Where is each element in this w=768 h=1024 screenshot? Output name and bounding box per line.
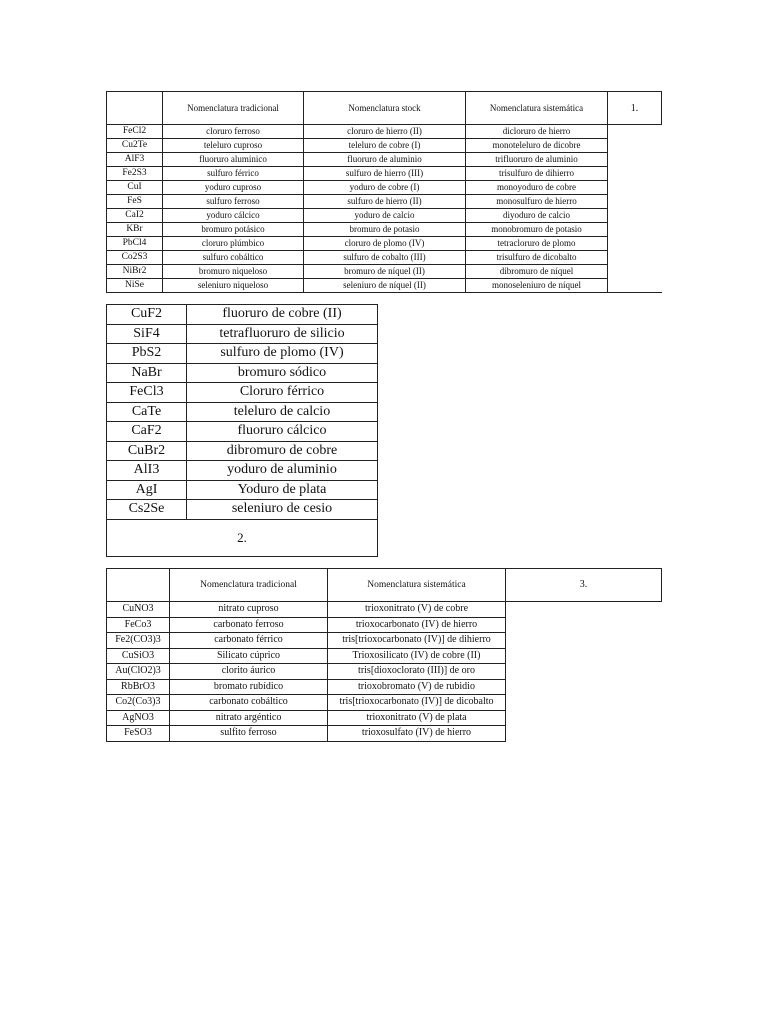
systematic-cell: trisulfuro de dicobalto bbox=[466, 251, 608, 265]
traditional-cell: sulfuro férrico bbox=[163, 167, 304, 181]
traditional-cell: sulfuro cobáltico bbox=[163, 251, 304, 265]
traditional-cell: nitrato cuproso bbox=[170, 602, 328, 618]
name-cell: fluoruro cálcico bbox=[187, 422, 378, 442]
header-cell-traditional: Nomenclatura tradicional bbox=[163, 92, 304, 125]
traditional-cell: teleluro cuproso bbox=[163, 139, 304, 153]
table-row bbox=[107, 679, 662, 695]
table-row bbox=[107, 223, 662, 237]
stock-cell: sulfuro de hierro (III) bbox=[304, 167, 466, 181]
formula-cell: FeCl2 bbox=[107, 125, 163, 139]
traditional-cell: cloruro plúmbico bbox=[163, 237, 304, 251]
table-3 bbox=[106, 568, 662, 742]
traditional-cell: seleniuro niqueloso bbox=[163, 279, 304, 293]
table-row bbox=[107, 461, 378, 481]
traditional-cell: Silicato cúprico bbox=[170, 648, 328, 664]
stock-cell: sulfuro de cobalto (III) bbox=[304, 251, 466, 265]
table-row bbox=[107, 305, 378, 325]
traditional-cell: sulfuro ferroso bbox=[163, 195, 304, 209]
name-cell: dibromuro de cobre bbox=[187, 441, 378, 461]
stock-cell: fluoruro de aluminio bbox=[304, 153, 466, 167]
stock-cell: bromuro de potasio bbox=[304, 223, 466, 237]
header-cell-blank bbox=[107, 92, 163, 125]
table-row bbox=[107, 664, 662, 680]
name-cell: fluoruro de cobre (II) bbox=[187, 305, 378, 325]
table-row bbox=[107, 726, 662, 742]
formula-cell: CaF2 bbox=[107, 422, 187, 442]
formula-cell: CaTe bbox=[107, 402, 187, 422]
formula-cell: Co2S3 bbox=[107, 251, 163, 265]
formula-cell: AgI bbox=[107, 480, 187, 500]
traditional-cell: bromuro potásico bbox=[163, 223, 304, 237]
table-row bbox=[107, 633, 662, 649]
formula-cell: AlF3 bbox=[107, 153, 163, 167]
systematic-cell: tris[trioxocarbonato (IV)] de dicobalto bbox=[328, 695, 506, 711]
table-1-header-row bbox=[107, 92, 662, 125]
systematic-cell: monoyoduro de cobre bbox=[466, 181, 608, 195]
name-cell: sulfuro de plomo (IV) bbox=[187, 344, 378, 364]
name-cell: Cloruro férrico bbox=[187, 383, 378, 403]
formula-cell: Co2(Co3)3 bbox=[107, 695, 170, 711]
traditional-cell: carbonato cobáltico bbox=[170, 695, 328, 711]
stock-cell: teleluro de cobre (I) bbox=[304, 139, 466, 153]
formula-cell: CuSiO3 bbox=[107, 648, 170, 664]
traditional-cell: yoduro cuproso bbox=[163, 181, 304, 195]
formula-cell: FeSO3 bbox=[107, 726, 170, 742]
traditional-cell: bromuro niqueloso bbox=[163, 265, 304, 279]
formula-cell: NaBr bbox=[107, 363, 187, 383]
formula-cell: CaI2 bbox=[107, 209, 163, 223]
systematic-cell: monosulfuro de hierro bbox=[466, 195, 608, 209]
systematic-cell: dicloruro de hierro bbox=[466, 125, 608, 139]
table-row bbox=[107, 422, 378, 442]
table-row bbox=[107, 648, 662, 664]
formula-cell: CuBr2 bbox=[107, 441, 187, 461]
table-row bbox=[107, 237, 662, 251]
table-row bbox=[107, 480, 378, 500]
name-cell: seleniuro de cesio bbox=[187, 500, 378, 520]
table-row bbox=[107, 209, 662, 223]
table-3-header-row bbox=[107, 569, 662, 602]
name-cell: bromuro sódico bbox=[187, 363, 378, 383]
table-row bbox=[107, 139, 662, 153]
formula-cell: FeCo3 bbox=[107, 617, 170, 633]
formula-cell: PbS2 bbox=[107, 344, 187, 364]
systematic-cell: dibromuro de níquel bbox=[466, 265, 608, 279]
table-row bbox=[107, 251, 662, 265]
formula-cell: AgNO3 bbox=[107, 710, 170, 726]
table-row bbox=[107, 153, 662, 167]
traditional-cell: fluoruro aluminico bbox=[163, 153, 304, 167]
table-row bbox=[107, 710, 662, 726]
table-row bbox=[107, 125, 662, 139]
formula-cell: SiF4 bbox=[107, 324, 187, 344]
table-2-number-row bbox=[107, 519, 378, 556]
formula-cell: Au(ClO2)3 bbox=[107, 664, 170, 680]
formula-cell: CuNO3 bbox=[107, 602, 170, 618]
systematic-cell: trioxonitrato (V) de plata bbox=[328, 710, 506, 726]
formula-cell: AlI3 bbox=[107, 461, 187, 481]
systematic-cell: trioxocarbonato (IV) de hierro bbox=[328, 617, 506, 633]
table-row bbox=[107, 279, 662, 293]
formula-cell: CuF2 bbox=[107, 305, 187, 325]
systematic-cell: trioxonitrato (V) de cobre bbox=[328, 602, 506, 618]
table-row bbox=[107, 695, 662, 711]
traditional-cell: carbonato ferroso bbox=[170, 617, 328, 633]
traditional-cell: nitrato argéntico bbox=[170, 710, 328, 726]
table-row bbox=[107, 265, 662, 279]
table-2 bbox=[106, 304, 378, 557]
formula-cell: Fe2(CO3)3 bbox=[107, 633, 170, 649]
formula-cell: Cu2Te bbox=[107, 139, 163, 153]
formula-cell: NiSe bbox=[107, 279, 163, 293]
name-cell: yoduro de aluminio bbox=[187, 461, 378, 481]
systematic-cell: tris[trioxocarbonato (IV)] de dihierro bbox=[328, 633, 506, 649]
header-cell-systematic: Nomenclatura sistemática bbox=[466, 92, 608, 125]
stock-cell: yoduro de calcio bbox=[304, 209, 466, 223]
header-cell-stock: Nomenclatura stock bbox=[304, 92, 466, 125]
table-2-number: 2. bbox=[107, 519, 378, 556]
traditional-cell: cloruro ferroso bbox=[163, 125, 304, 139]
traditional-cell: bromato rubídico bbox=[170, 679, 328, 695]
header-cell-blank bbox=[107, 569, 170, 602]
formula-cell: FeS bbox=[107, 195, 163, 209]
header-cell-systematic: Nomenclatura sistemática bbox=[328, 569, 506, 602]
formula-cell: CuI bbox=[107, 181, 163, 195]
stock-cell: sulfuro de hierro (II) bbox=[304, 195, 466, 209]
table-row bbox=[107, 324, 378, 344]
table-3-number: 3. bbox=[506, 569, 662, 602]
table-row bbox=[107, 441, 378, 461]
formula-cell: KBr bbox=[107, 223, 163, 237]
systematic-cell: monobromuro de potasio bbox=[466, 223, 608, 237]
systematic-cell: tetracloruro de plomo bbox=[466, 237, 608, 251]
name-cell: tetrafluoruro de silicio bbox=[187, 324, 378, 344]
systematic-cell: diyoduro de calcio bbox=[466, 209, 608, 223]
systematic-cell: tris[dioxoclorato (III)] de oro bbox=[328, 664, 506, 680]
table-row bbox=[107, 195, 662, 209]
table-row bbox=[107, 500, 378, 520]
traditional-cell: sulfito ferroso bbox=[170, 726, 328, 742]
header-cell-traditional: Nomenclatura tradicional bbox=[170, 569, 328, 602]
systematic-cell: trifluoruro de aluminio bbox=[466, 153, 608, 167]
formula-cell: Fe2S3 bbox=[107, 167, 163, 181]
formula-cell: RbBrO3 bbox=[107, 679, 170, 695]
stock-cell: bromuro de níquel (II) bbox=[304, 265, 466, 279]
stock-cell: cloruro de hierro (II) bbox=[304, 125, 466, 139]
table-row bbox=[107, 363, 378, 383]
table-1 bbox=[106, 91, 662, 293]
formula-cell: PbCl4 bbox=[107, 237, 163, 251]
name-cell: teleluro de calcio bbox=[187, 402, 378, 422]
table-row bbox=[107, 402, 378, 422]
table-row bbox=[107, 181, 662, 195]
formula-cell: FeCl3 bbox=[107, 383, 187, 403]
stock-cell: yoduro de cobre (I) bbox=[304, 181, 466, 195]
formula-cell: Cs2Se bbox=[107, 500, 187, 520]
table-row bbox=[107, 602, 662, 618]
systematic-cell: trisulfuro de dihierro bbox=[466, 167, 608, 181]
table-row bbox=[107, 383, 378, 403]
table-1-number: 1. bbox=[608, 92, 662, 125]
table-row bbox=[107, 167, 662, 181]
formula-cell: NiBr2 bbox=[107, 265, 163, 279]
systematic-cell: monoseleniuro de níquel bbox=[466, 279, 608, 293]
stock-cell: seleniuro de níquel (II) bbox=[304, 279, 466, 293]
table-row bbox=[107, 344, 378, 364]
systematic-cell: Trioxosilicato (IV) de cobre (II) bbox=[328, 648, 506, 664]
traditional-cell: clorito áurico bbox=[170, 664, 328, 680]
stock-cell: cloruro de plomo (IV) bbox=[304, 237, 466, 251]
table-row bbox=[107, 617, 662, 633]
name-cell: Yoduro de plata bbox=[187, 480, 378, 500]
systematic-cell: monoteleluro de dicobre bbox=[466, 139, 608, 153]
systematic-cell: trioxosulfato (IV) de hierro bbox=[328, 726, 506, 742]
traditional-cell: carbonato férrico bbox=[170, 633, 328, 649]
traditional-cell: yoduro cálcico bbox=[163, 209, 304, 223]
systematic-cell: trioxobromato (V) de rubidio bbox=[328, 679, 506, 695]
